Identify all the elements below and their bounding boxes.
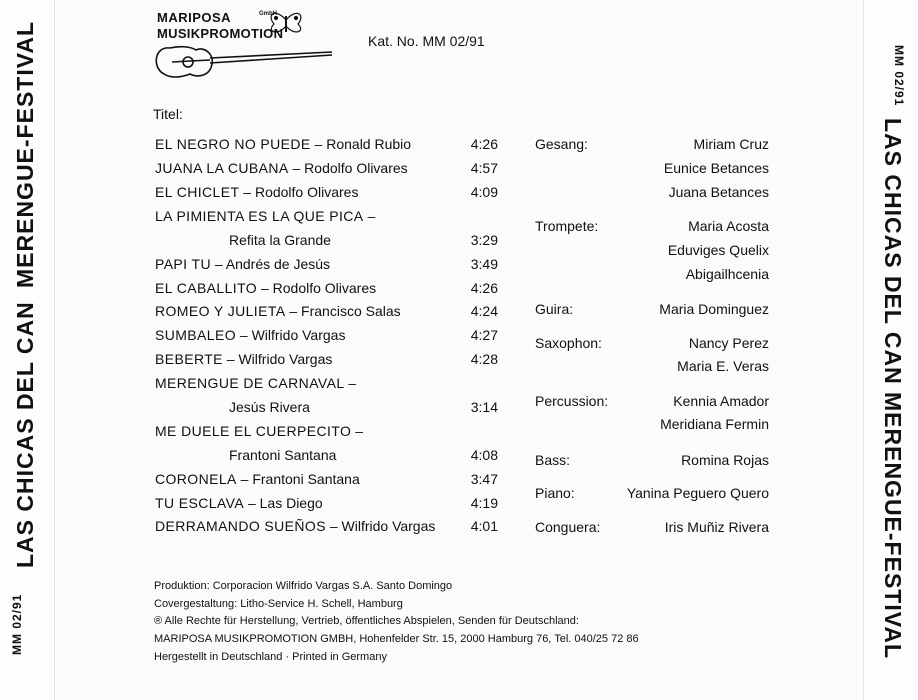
credit-role: Piano: bbox=[535, 485, 575, 501]
credit-role: Saxophon: bbox=[535, 335, 602, 351]
track-title: LA PIMIENTA ES LA QUE PICA bbox=[155, 208, 364, 224]
track-artist: – Rodolfo Olivares bbox=[260, 280, 377, 296]
track-duration: 3:47 bbox=[470, 471, 498, 487]
credit-role: Trompete: bbox=[535, 218, 599, 234]
credit-member: Iris Muñiz Rivera bbox=[664, 519, 769, 535]
track-row bbox=[155, 327, 500, 349]
footer-made-in: Hergestellt in Deutschland · Printed in Germany bbox=[154, 651, 387, 663]
credit-member: Juana Betances bbox=[668, 184, 769, 200]
track-row-continued bbox=[155, 447, 500, 469]
track-title: TU ESCLAVA bbox=[155, 495, 245, 511]
footer-publisher-address: MARIPOSA MUSIKPROMOTION GMBH, Hohenfelder Str. 15, 2000 Hamburg 76, Tel. 040/25 72 86 bbox=[154, 633, 639, 645]
spine-artist-title-right: LAS CHICAS DEL CAN bbox=[880, 118, 906, 385]
mariposa-logo bbox=[152, 8, 342, 86]
credit-role: Conguera: bbox=[535, 519, 601, 535]
track-title: ROMEO Y JULIETA bbox=[155, 303, 286, 319]
track-title: EL NEGRO NO PUEDE bbox=[155, 136, 311, 152]
catalog-number: Kat. No. MM 02/91 bbox=[368, 33, 485, 49]
track-row bbox=[155, 303, 500, 325]
track-title: ME DUELE EL CUERPECITO bbox=[155, 423, 352, 439]
track-artist: – bbox=[367, 208, 376, 224]
spine-catalog-code-right: MM 02/91 bbox=[892, 45, 906, 107]
track-row-continued bbox=[155, 232, 500, 254]
track-artist: – Frantoni Santana bbox=[240, 471, 360, 487]
logo-mariposa-text: MARIPOSA bbox=[157, 10, 232, 25]
track-duration: 4:01 bbox=[470, 518, 498, 534]
track-row bbox=[155, 256, 500, 278]
track-row bbox=[155, 375, 500, 397]
credit-role: Percussion: bbox=[535, 393, 609, 409]
footer-rights: ® Alle Rechte für Herstellung, Vertrieb, öffentliches Abspielen, Senden für Deutschland: bbox=[154, 615, 579, 627]
logo-musikpromotion-text: MUSIKPROMOTION bbox=[157, 26, 284, 41]
track-duration: 4:09 bbox=[470, 184, 498, 200]
track-artist: – Andrés de Jesús bbox=[214, 256, 331, 272]
footer-cover-design: Covergestaltung: Litho-Service H. Schell, Hamburg bbox=[154, 598, 403, 610]
credit-member: Maria E. Veras bbox=[677, 358, 769, 374]
logo-gmbh-text: GmbH bbox=[259, 11, 277, 17]
track-title: SUMBALEO bbox=[155, 327, 236, 343]
track-title: BEBERTE bbox=[155, 351, 223, 367]
track-artist: Refita la Grande bbox=[229, 232, 331, 248]
track-title: EL CHICLET bbox=[155, 184, 240, 200]
track-title: DERRAMANDO SUEÑOS bbox=[155, 518, 326, 534]
spine-album-title-right: MERENGUE-FESTIVAL bbox=[880, 392, 906, 660]
credit-role: Gesang: bbox=[535, 136, 588, 152]
right-spine bbox=[863, 0, 918, 700]
track-row bbox=[155, 280, 500, 302]
track-artist: – bbox=[348, 375, 357, 391]
track-artist: – Las Diego bbox=[247, 495, 323, 511]
credit-member: Kennia Amador bbox=[673, 393, 769, 409]
track-artist: – Wilfrido Vargas bbox=[329, 518, 436, 534]
credit-member: Maria Acosta bbox=[688, 218, 769, 234]
track-artist: – bbox=[355, 423, 363, 439]
track-duration: 4:57 bbox=[470, 160, 498, 176]
track-artist: Jesús Rivera bbox=[229, 399, 310, 415]
track-duration: 4:27 bbox=[470, 327, 498, 343]
credit-member: Yanina Peguero Quero bbox=[626, 485, 769, 501]
track-artist: – Rodolfo Olivares bbox=[292, 160, 408, 176]
track-row bbox=[155, 160, 500, 182]
track-artist: Frantoni Santana bbox=[229, 447, 337, 463]
left-spine bbox=[0, 0, 55, 700]
track-title: MERENGUE DE CARNAVAL bbox=[155, 375, 345, 391]
footer-production: Produktion: Corporacion Wilfrido Vargas S.A. Santo Domingo bbox=[154, 580, 453, 592]
track-row bbox=[155, 495, 500, 517]
track-duration: 4:26 bbox=[470, 136, 498, 152]
track-artist: – Francisco Salas bbox=[289, 303, 401, 319]
credit-member: Nancy Perez bbox=[688, 335, 769, 351]
credit-role: Guira: bbox=[535, 301, 574, 317]
track-duration: 4:26 bbox=[470, 280, 498, 296]
credit-member: Meridiana Fermin bbox=[660, 416, 769, 432]
track-row bbox=[155, 184, 500, 206]
credit-member: Miriam Cruz bbox=[693, 136, 769, 152]
track-title: EL CABALLITO bbox=[155, 280, 258, 296]
spine-album-title: MERENGUE-FESTIVAL bbox=[12, 20, 38, 288]
credit-member: Maria Dominguez bbox=[659, 301, 769, 317]
track-row-continued bbox=[155, 399, 500, 421]
track-artist: – Rodolfo Olivares bbox=[243, 184, 359, 200]
credit-member: Eduviges Quelix bbox=[667, 242, 769, 258]
track-row bbox=[155, 423, 500, 445]
track-artist: – Ronald Rubio bbox=[314, 136, 412, 152]
track-row bbox=[155, 471, 500, 493]
credit-member: Eunice Betances bbox=[663, 160, 769, 176]
track-artist: – Wilfrido Vargas bbox=[226, 351, 333, 367]
track-duration: 3:49 bbox=[470, 256, 498, 272]
track-row bbox=[155, 136, 500, 158]
credit-role: Bass: bbox=[535, 452, 571, 468]
track-title: PAPI TU bbox=[155, 256, 211, 272]
track-duration: 3:29 bbox=[470, 232, 498, 248]
track-artist: – Wilfrido Vargas bbox=[239, 327, 346, 343]
track-title: JUANA LA CUBANA bbox=[155, 160, 289, 176]
track-title: CORONELA bbox=[155, 471, 237, 487]
track-duration: 3:14 bbox=[470, 399, 498, 415]
track-row bbox=[155, 208, 500, 230]
track-row bbox=[155, 518, 500, 540]
spine-catalog-code: MM 02/91 bbox=[10, 593, 24, 655]
track-duration: 4:28 bbox=[470, 351, 498, 367]
credit-member: Abigailhcenia bbox=[685, 266, 769, 282]
track-duration: 4:24 bbox=[470, 303, 498, 319]
track-duration: 4:19 bbox=[470, 495, 498, 511]
tracklist-heading: Titel: bbox=[153, 106, 183, 122]
track-row bbox=[155, 351, 500, 373]
track-duration: 4:08 bbox=[470, 447, 498, 463]
spine-artist-title: LAS CHICAS DEL CAN bbox=[12, 301, 38, 568]
credit-member: Romina Rojas bbox=[681, 452, 769, 468]
